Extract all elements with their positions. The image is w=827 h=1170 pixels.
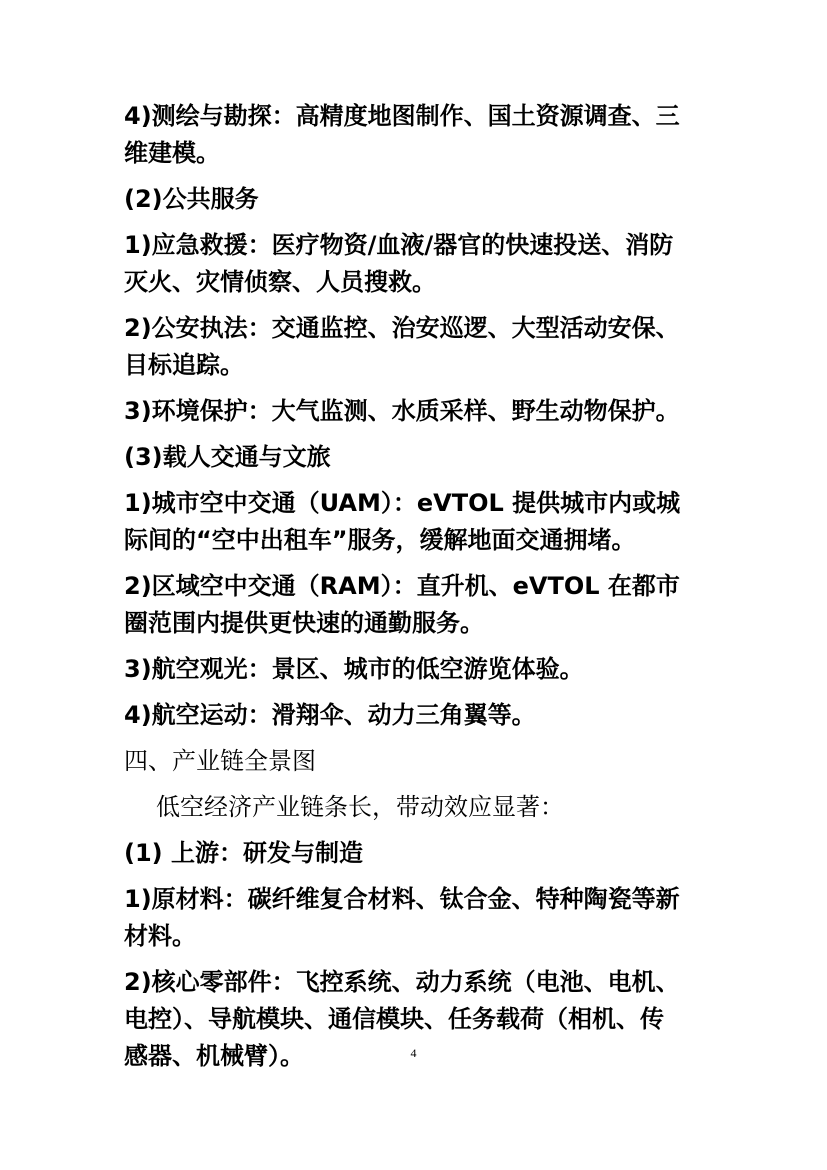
text-line: 2)区域空中交通（RAM）：直升机、eVTOL 在都市 xyxy=(124,572,680,600)
intro-paragraph xyxy=(124,789,704,826)
text-line: 灭火、灾情侦察、人员搜救。 xyxy=(124,268,436,296)
text-line: (3)载人交通与文旅 xyxy=(124,443,331,471)
item-surveying xyxy=(124,98,704,172)
text-line: 感器、机械臂）。 xyxy=(124,1042,304,1070)
text-line: 1)原材料：碳纤维复合材料、钛合金、特种陶瓷等新 xyxy=(124,885,680,913)
item-raw-materials xyxy=(124,881,704,955)
text-line: 4)航空运动：滑翔伞、动力三角翼等。 xyxy=(124,701,536,729)
item-urban-air-mobility xyxy=(124,485,704,559)
text-line: 3)航空观光：景区、城市的低空游览体验。 xyxy=(124,655,584,683)
section-heading-manned-transport xyxy=(124,439,704,476)
text-line: 四、产业链全景图 xyxy=(124,747,316,775)
text-line: 目标追踪。 xyxy=(124,351,244,379)
text-line: 低空经济产业链条长，带动效应显著： xyxy=(156,793,564,821)
section-heading-public-services xyxy=(124,181,704,218)
text-line: 材料。 xyxy=(124,922,196,950)
item-air-sightseeing xyxy=(124,651,704,688)
chapter-heading-industry-chain xyxy=(124,743,704,780)
item-law-enforcement xyxy=(124,310,704,384)
text-line: 维建模。 xyxy=(124,139,220,167)
text-line: 2)公安执法：交通监控、治安巡逻、大型活动安保、 xyxy=(124,314,680,342)
item-environmental-protection xyxy=(124,393,704,430)
text-line: (1) 上游：研发与制造 xyxy=(124,839,363,867)
item-regional-air-mobility xyxy=(124,568,704,642)
page-number: 4 xyxy=(410,1046,417,1060)
text-line: 3)环境保护：大气监测、水质采样、野生动物保护。 xyxy=(124,397,680,425)
text-line: (2)公共服务 xyxy=(124,185,259,213)
section-heading-upstream xyxy=(124,835,704,872)
text-line: 1)应急救援：医疗物资/血液/器官的快速投送、消防 xyxy=(124,231,674,259)
document-body xyxy=(124,98,704,1075)
item-air-sports xyxy=(124,697,704,734)
text-line: 圈范围内提供更快速的通勤服务。 xyxy=(124,609,484,637)
text-line: 际间的“空中出租车”服务，缓解地面交通拥堵。 xyxy=(124,526,636,554)
item-emergency-rescue xyxy=(124,227,704,301)
text-line: 4)测绘与勘探：高精度地图制作、国土资源调查、三 xyxy=(124,102,680,130)
text-line: 1)城市空中交通（UAM）：eVTOL 提供城市内或城 xyxy=(124,489,681,517)
text-line: 电控）、导航模块、通信模块、任务载荷（相机、传 xyxy=(124,1005,664,1033)
text-line: 2)核心零部件：飞控系统、动力系统（电池、电机、 xyxy=(124,968,680,996)
